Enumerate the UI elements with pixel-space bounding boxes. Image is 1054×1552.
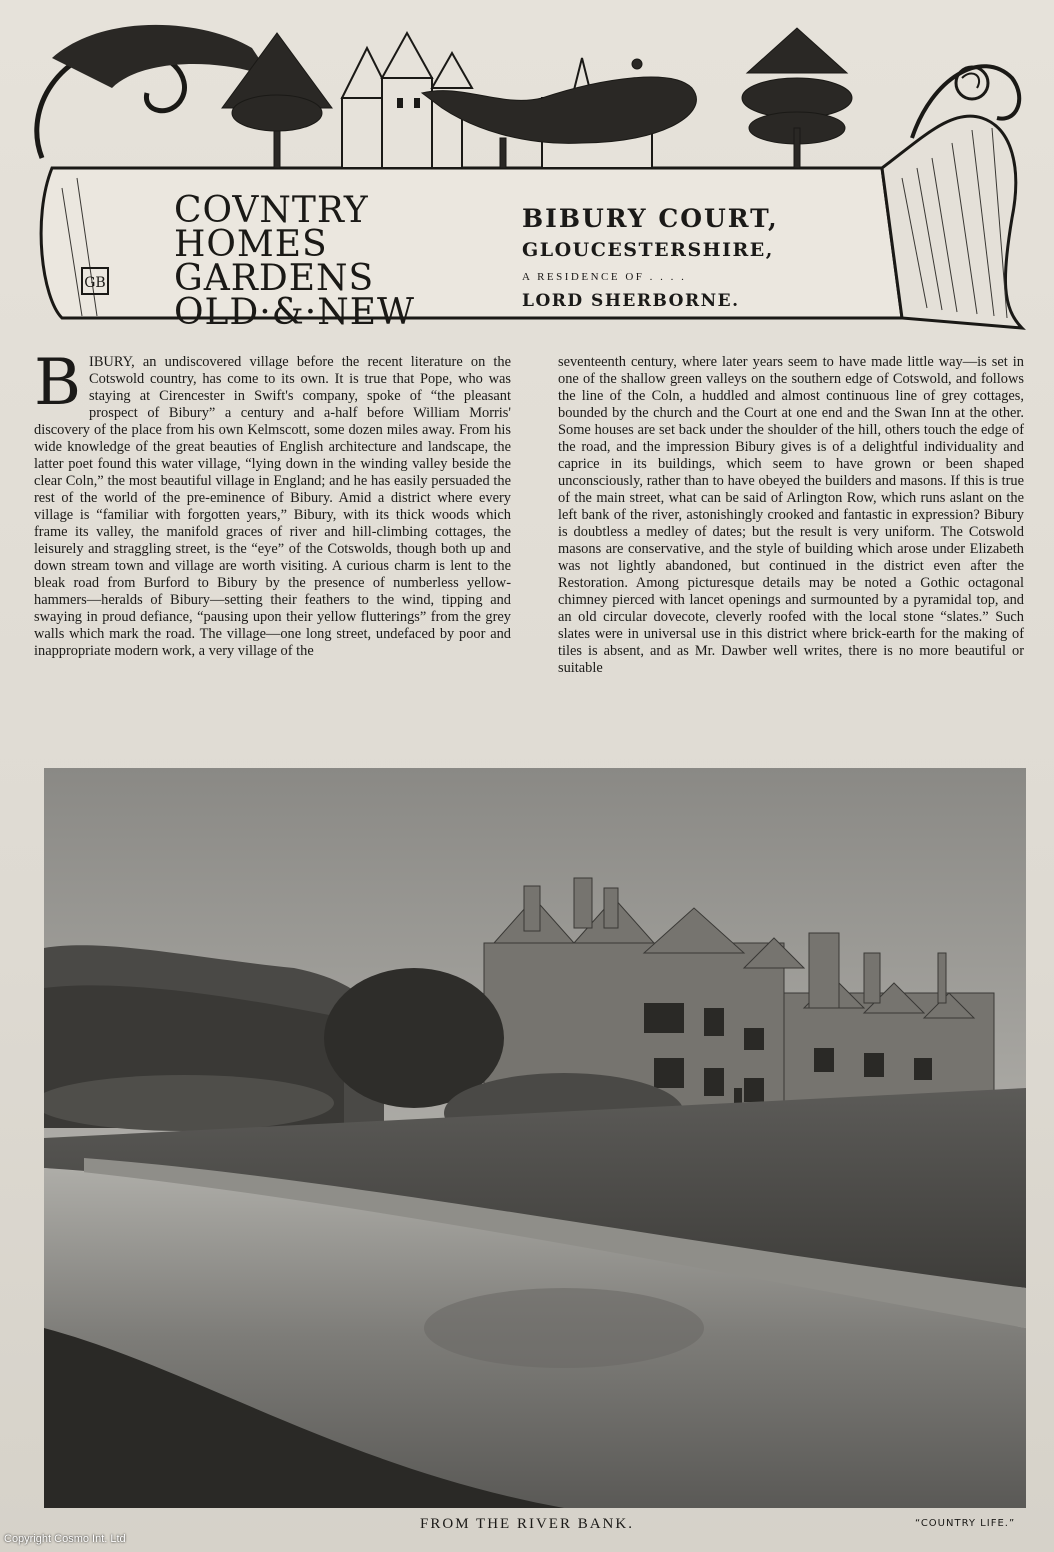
drop-cap: B: [34, 346, 82, 420]
series-title-line: OLD·&·NEW: [174, 292, 415, 333]
svg-text:GB: GB: [84, 275, 106, 291]
article-column-right: [558, 354, 1024, 677]
owner-name: LORD SHERBORNE.: [522, 291, 740, 311]
county: GLOUCESTERSHIRE,: [522, 239, 774, 261]
copyright-watermark: Copyright Cosmo Int. Ltd: [4, 1533, 126, 1545]
left-column-text: IBURY, an undiscovered village before the recent literature on the Cotswold country, has come to its own. It is true that Pope, who was staying at Cirencester in Swift's company, spoke of “the pleasant prospect of Bibury” a century and a-half before William Morris' discovery of the place from his own Kelmscott, some dozen miles away. From his wide knowledge of the great beauties of English architecture and landscape, the latter poet found this water village, “lying down in the winding valley beside the clear Coln,” the most beautiful village in England; and he has easily persuaded the rest of the world of the pre-eminence of Bibury. Amid a district where every village is “familiar with forgotten years,” Bibury, with its thick woods which frame its valley, the manifold graces of river and hill-climbing cottages, the leisurely and straggling street, is the “eye” of the Cotswolds, though both up and down stream town and village are worth visiting. A curious charm is lent to the bleak road from Burford to Bibury by the presence of numberless yellow-hammers—heralds of Bibury—setting their feathers to the wind, tipping and swaying in proud defiance, “pausing upon their yellow flutterings” from the grey walls which mark the road. The village—one long street, undefaced by poor and inappropriate modern work, a very village of the: [34, 354, 511, 659]
series-title-line: HOMES: [174, 224, 328, 265]
series-title-line: COVNTRY: [174, 190, 369, 231]
photo-credit: “COUNTRY LIFE.”: [915, 1518, 1016, 1529]
series-title: [174, 190, 444, 333]
article-column-left: [34, 346, 511, 660]
header-banner: [22, 18, 1032, 336]
article-title-block: [522, 204, 822, 311]
residence-label: A RESIDENCE OF . . . .: [522, 271, 687, 283]
house-photograph: [44, 768, 1026, 1508]
photo-illustration: [44, 768, 1026, 1508]
series-title-line: GARDENS: [174, 258, 375, 299]
house-name: BIBURY COURT,: [522, 204, 779, 233]
photo-caption: FROM THE RIVER BANK.: [420, 1516, 634, 1532]
right-column-text: seventeenth century, where later years seem to have made little way—is set in one of the shallow green valleys on the southern edge of Cotswold, and follows the line of the Coln, a huddled and almost continuous line of grey cottages, bounded by the church and the Court at one end and the Swan Inn at the other. Some houses are set back under the shoulder of the hill, others touch the edge of the road, and the impression Bibury gives is of a delightful individuality and caprice in its buildings, which seem to have grown or been shaped unconsciously, rather than to have obeyed the builders and masons. If this is true of the main street, what can be said of Arlington Row, which runs aslant on the left bank of the river, astonishingly crooked and fantastic in expression? Bibury is doubtless a medley of dates; but the result is very uniform. The Cotswold masons are conservative, and the style of building which arose under Elizabeth was not lightly abandoned, but continued in the district even after the Restoration. Among picturesque details may be noted a Gothic octagonal chimney pierced with lancet openings and surmounted by a pyramidal top, and an old circular dovecote, cleverly roofed with the local stone “slates.” Such slates were in universal use in this district where brick-earth for the making of tiles is absent, and as Mr. Dawber well writes, there is no more beautiful or suitable: [558, 354, 1024, 676]
